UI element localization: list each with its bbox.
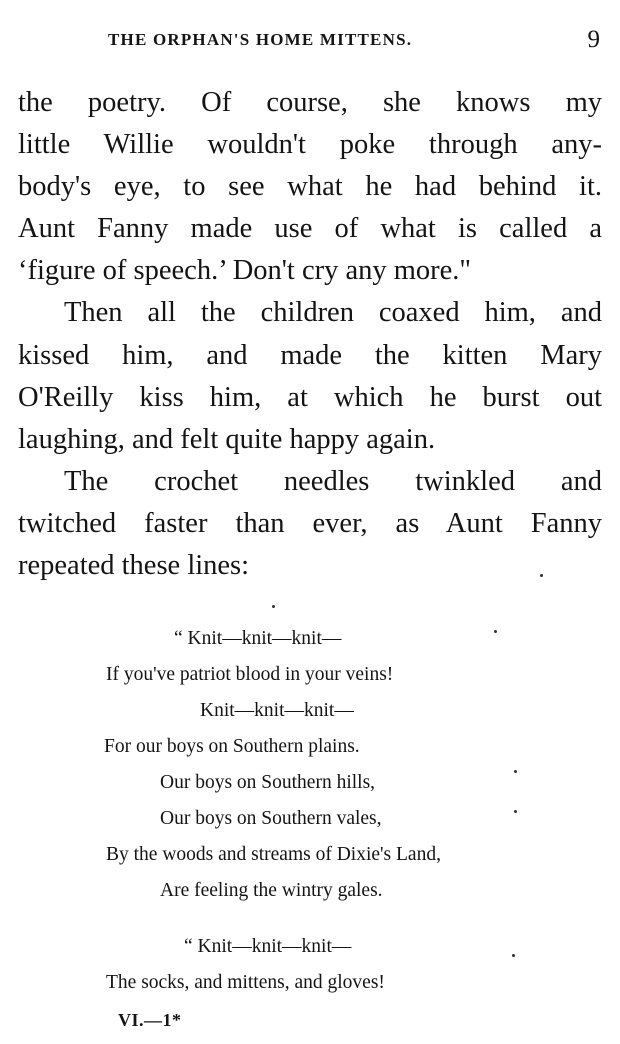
poem-line: “ Knit—knit—knit— [184, 936, 352, 957]
ink-speck [514, 770, 517, 773]
poem-line: Our boys on Southern hills, [160, 772, 376, 793]
poem-line: Our boys on Southern vales, [160, 808, 382, 829]
prose-line: ‘figure of speech.’ Don't cry any more." [18, 255, 472, 287]
ink-speck [272, 605, 275, 608]
ink-speck [494, 630, 497, 633]
prose-text [18, 82, 602, 587]
running-title: THE ORPHAN'S HOME MITTENS. [108, 30, 413, 49]
prose-line: The crochet needles twinkled and [64, 465, 602, 497]
prose-line: the poetry. Of course, she knows my [18, 87, 602, 118]
poem-line: The socks, and mittens, and gloves! [106, 972, 385, 993]
prose-line: laughing, and felt quite happy again. [18, 423, 436, 455]
prose-line: kissed him, and made the kitten Mary [18, 339, 602, 371]
page-number: 9 [587, 26, 600, 53]
prose-line: Then all the children coaxed him, and [64, 297, 602, 329]
poem-line: “ Knit—knit—knit— [174, 628, 342, 649]
ink-speck [540, 574, 543, 577]
signature-mark: VI.—1* [118, 1010, 182, 1030]
prose-line: repeated these lines: [18, 550, 250, 582]
page-header [0, 26, 620, 56]
poem-line: Knit—knit—knit— [200, 700, 354, 721]
prose-line: body's eye, to see what he had behind it. [18, 171, 602, 203]
poem-line: For our boys on Southern plains. [104, 736, 360, 757]
prose-line: little Willie wouldn't poke through any- [18, 129, 602, 161]
prose-line: O'Reilly kiss him, at which he burst out [18, 381, 602, 413]
prose-line: Aunt Fanny made use of what is called a [18, 213, 602, 245]
poem-line: By the woods and streams of Dixie's Land, [106, 844, 441, 865]
ink-speck [514, 810, 517, 813]
poem-line: Are feeling the wintry gales. [160, 880, 383, 901]
prose-line: twitched faster than ever, as Aunt Fanny [18, 507, 602, 539]
ink-speck [512, 954, 515, 957]
poem-line: If you've patriot blood in your veins! [106, 664, 394, 685]
